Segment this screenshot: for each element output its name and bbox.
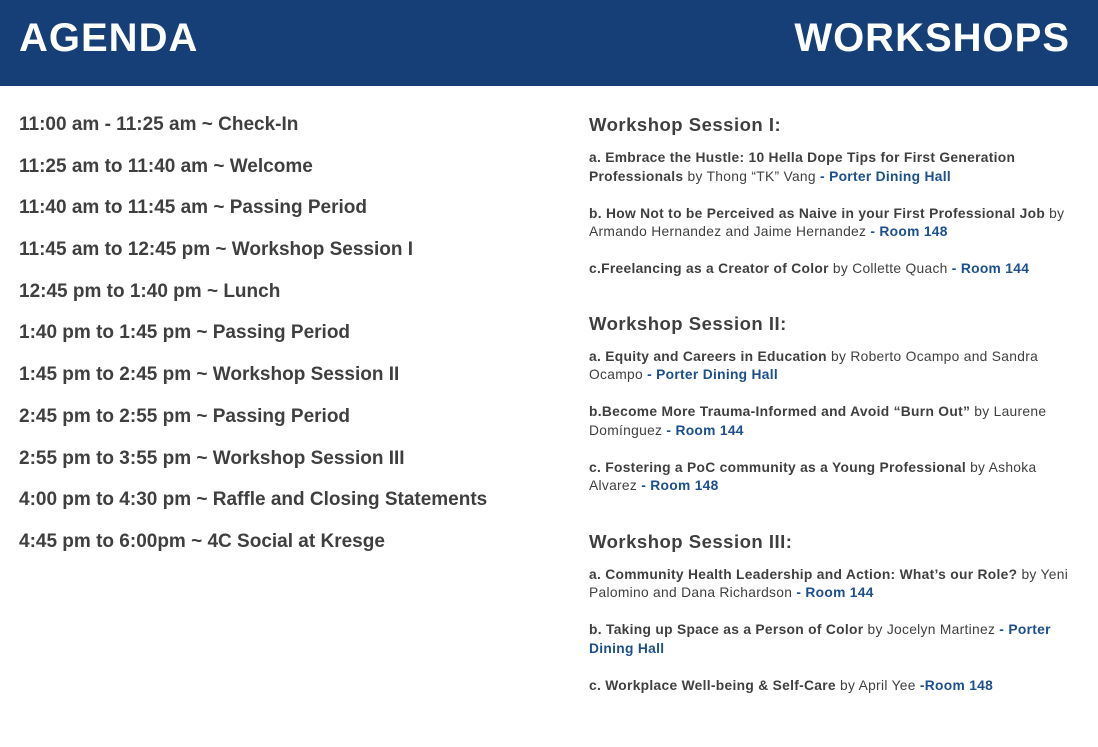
- agenda-item: 4:00 pm to 4:30 pm ~ Raffle and Closing Statements: [19, 489, 488, 511]
- agenda-item: 4:45 pm to 6:00pm ~ 4C Social at Kresge: [19, 530, 385, 552]
- workshop-presenters: by Collette Quach: [828, 261, 948, 276]
- workshop-separator: -: [642, 367, 657, 382]
- workshop-room: Porter Dining Hall: [829, 168, 951, 184]
- workshop-presenters: by Roberto Ocampo and Sandra Ocampo: [589, 348, 1039, 382]
- workshop-separator: -: [662, 422, 676, 438]
- workshop-title: c. Workplace Well-being & Self-Care: [589, 677, 836, 693]
- agenda-item: 11:45 am to 12:45 pm ~ Workshop Session I: [19, 239, 414, 261]
- agenda-heading: AGENDA: [19, 16, 199, 60]
- workshop-title: a. Equity and Careers in Education: [589, 348, 827, 364]
- workshop-item: [589, 403, 1084, 440]
- workshop-presenters: by Ashoka Alvarez: [589, 459, 1037, 493]
- workshop-presenters: by Laurene Domínguez: [589, 404, 1047, 438]
- workshop-separator: -: [915, 677, 925, 693]
- workshop-title: b.Become More Trauma-Informed and Avoid “Burn Out”: [589, 404, 971, 419]
- workshop-title: c.Freelancing as a Creator of Color: [589, 261, 829, 276]
- workshop-separator: -: [947, 261, 961, 276]
- workshop-room: Room 148: [924, 677, 994, 693]
- session-title: Workshop Session II:: [589, 312, 787, 334]
- agenda-item: 1:40 pm to 1:45 pm ~ Passing Period: [19, 322, 351, 344]
- workshop-room: Room 144: [805, 585, 874, 600]
- workshop-separator: -: [815, 168, 830, 184]
- agenda-item: 11:25 am to 11:40 am ~ Welcome: [19, 155, 313, 177]
- workshop-separator: -: [637, 478, 651, 493]
- workshop-presenters: by April Yee: [835, 677, 916, 693]
- workshop-title: b. How Not to be Perceived as Naive in your First Professional Job: [589, 205, 1046, 221]
- workshop-room: Room 144: [675, 422, 744, 438]
- workshop-item: [589, 149, 1084, 186]
- agenda-item: 11:40 am to 11:45 am ~ Passing Period: [19, 197, 367, 219]
- agenda-item: 11:00 am - 11:25 am ~ Check-In: [19, 114, 299, 135]
- workshop-item: [589, 621, 1084, 658]
- workshop-item: [589, 459, 1084, 496]
- agenda-list: [19, 113, 559, 572]
- session-title: Workshop Session I:: [589, 114, 782, 135]
- workshop-room: Porter Dining Hall: [589, 622, 1051, 656]
- workshop-item: [589, 205, 1084, 242]
- agenda-item: 2:55 pm to 3:55 pm ~ Workshop Session III: [19, 447, 405, 469]
- workshop-title: b. Taking up Space as a Person of Color: [589, 622, 864, 637]
- workshop-presenters: by Thong “TK” Vang: [683, 168, 816, 184]
- agenda-item: 2:45 pm to 2:55 pm ~ Passing Period: [19, 405, 351, 427]
- workshops-column: [589, 113, 1084, 714]
- header-bar: [0, 0, 1098, 86]
- workshop-separator: -: [995, 622, 1009, 637]
- workshop-item: [589, 677, 1084, 696]
- workshop-room: Porter Dining Hall: [656, 367, 779, 382]
- workshop-title: a. Embrace the Hustle: 10 Hella Dope Tips for First Generation Professionals: [589, 150, 1016, 184]
- workshop-presenters: by Armando Hernandez and Jaime Hernandez: [589, 205, 1065, 239]
- agenda-item: 12:45 pm to 1:40 pm ~ Lunch: [19, 280, 281, 302]
- session-title: Workshop Session III:: [589, 530, 793, 552]
- workshop-title: c. Fostering a PoC community as a Young Professional: [589, 459, 966, 475]
- workshops-heading: WORKSHOPS: [794, 16, 1070, 60]
- workshop-separator: -: [866, 224, 880, 239]
- workshop-item: [589, 260, 1084, 279]
- workshop-session-3: [589, 530, 1084, 696]
- workshop-room: Room 148: [650, 478, 719, 493]
- workshop-item: [589, 566, 1084, 603]
- workshop-room: Room 148: [879, 224, 948, 239]
- workshop-item: [589, 348, 1084, 385]
- agenda-item: 1:45 pm to 2:45 pm ~ Workshop Session II: [19, 364, 400, 386]
- workshop-presenters: by Jocelyn Martinez: [863, 622, 996, 637]
- workshop-session-2: [589, 312, 1084, 496]
- workshop-session-1: [589, 113, 1084, 279]
- workshop-room: Room 144: [960, 261, 1030, 276]
- workshop-separator: -: [792, 585, 806, 600]
- workshop-presenters: by Yeni Palomino and Dana Richardson: [589, 566, 1069, 600]
- workshop-title: a. Community Health Leadership and Action: What’s our Role?: [589, 566, 1018, 582]
